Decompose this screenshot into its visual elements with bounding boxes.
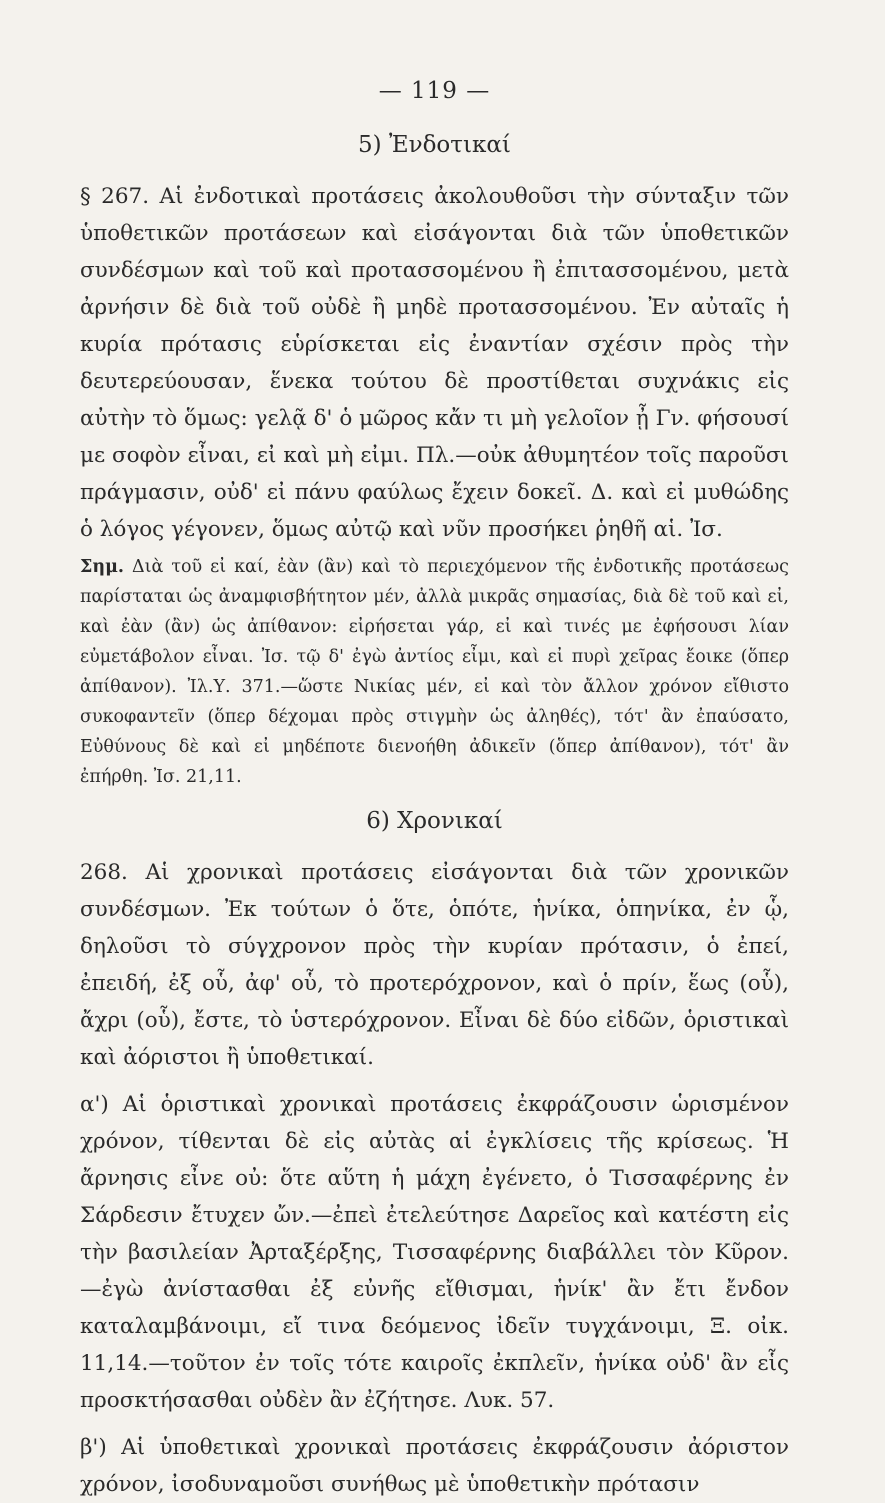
page-number: — 119 — — [378, 78, 491, 104]
note-text: Διὰ τοῦ εἰ καί, ἐὰν (ἂν) καὶ τὸ περιεχόμενον τῆς ἐνδοτικῆς προτάσεως παρίσταται ὡς ἀναμφισβήτητον μέν, ἀλλὰ μικρᾶς σημασίας, διὰ δὲ τοῦ καὶ εἰ, καὶ ἐὰν (ἂν) ὡς ἀπίθανον: εἰρήσεται γάρ, εἰ καὶ τινές με ἐφήσουσι λίαν εὐμετάβολον εἶναι. Ἰσ. τῷ δ' ἐγὼ ἀντίος εἶμι, καὶ εἰ πυρὶ χεῖρας ἔοικε (ὅπερ ἀπίθανον). Ἰλ.Υ. 371.—ὥστε Νικίας μέν, εἰ καὶ τὸν ἄλλον χρόνον εἴθιστο συκοφαντεῖν (ὅπερ δέχομαι πρὸς στιγμὴν ὡς ἀληθές), τότ' ἂν ἐπαύσατο, Εὐθύνους δὲ καὶ εἰ μηδέποτε διενοήθη ἀδικεῖν (ὅπερ ἀπίθανον), τότ' ἂν ἐπήρθη. Ἰσ. 21,11. — [80, 557, 789, 787]
note-label: Σημ. — [80, 557, 124, 577]
paragraph-alpha: α') Αἱ ὁριστικαὶ χρονικαὶ προτάσεις ἐκφράζουσιν ὡρισμένον χρόνον, τίθενται δὲ εἰς αὐτὰς αἱ ἐγκλίσεις τῆς κρίσεως. Ἡ ἄρνησις εἶνε οὐ: ὅτε αὕτη ἡ μάχη ἐγένετο, ὁ Τισσαφέρνης ἐν Σάρδεσιν ἔτυχεν ὤν.—ἐπεὶ ἐτελεύτησε Δαρεῖος καὶ κατέστη εἰς τὴν βασιλείαν Ἀρταξέρξης, Τισσαφέρνης διαβάλλει τὸν Κῦρον.—ἐγὼ ἀνίστασθαι ἐξ εὐνῆς εἴθισμαι, ἡνίκ' ἂν ἔτι ἔνδον καταλαμβάνοιμι, εἴ τινα δεόμενος ἰδεῖν τυγχάνοιμι, Ξ. οἰκ. 11,14.—τοῦτον ἐν τοῖς τότε καιροῖς ἐκπλεῖν, ἡνίκα οὐδ' ἂν εἷς προσκτήσασθαι οὐδὲν ἂν ἐζήτησε. Λυκ. 57. — [80, 1092, 789, 1413]
section-heading-temporal: 6) Χρονικαί — [366, 808, 503, 834]
section-heading-concessive: 5) Ἐνδοτικαί — [358, 132, 511, 158]
paragraph-268: 268. Αἱ χρονικαὶ προτάσεις εἰσάγονται διὰ τῶν χρονικῶν συνδέσμων. Ἐκ τούτων ὁ ὅτε, ὁπότε, ἡνίκα, ὁπηνίκα, ἐν ᾧ, δηλοῦσι τὸ σύγχρονον πρὸς τὴν κυρίαν πρότασιν, ὁ ἐπεί, ἐπειδή, ἐξ οὗ, ἀφ' οὗ, τὸ προτερόχρονον, καὶ ὁ πρίν, ἕως (οὗ), ἄχρι (οὗ), ἔστε, τὸ ὑστερόχρονον. Εἶναι δὲ δύο εἰδῶν, ὁριστικαὶ καὶ ἀόριστοι ἢ ὑποθετικαί. — [80, 860, 789, 1070]
paragraph-267: § 267. Αἱ ἐνδοτικαὶ προτάσεις ἀκολουθοῦσι τὴν σύνταξιν τῶν ὑποθετικῶν προτάσεων καὶ εἰσάγονται διὰ τῶν ὑποθετικῶν συνδέσμων καὶ τοῦ καὶ προτασσομένου ἢ ἐπιτασσομένου, μετὰ ἀρνήσιν δὲ διὰ τοῦ οὐδὲ ἢ μηδὲ προτασσομένου. Ἐν αὐταῖς ἡ κυρία πρότασις εὑρίσκεται εἰς ἐναντίαν σχέσιν πρὸς τὴν δευτερεύουσαν, ἕνεκα τούτου δὲ προστίθεται συχνάκις εἰς αὐτὴν τὸ ὅμως: γελᾷ δ' ὁ μῶρος κἄν τι μὴ γελοῖον ᾖ Γν. φήσουσί με σοφὸν εἶναι, εἰ καὶ μὴ εἰμι. Πλ.—οὐκ ἀθυμητέον τοῖς παροῦσι πράγμασιν, οὐδ' εἰ πάνυ φαύλως ἔχειν δοκεῖ. Δ. καὶ εἰ μυθώδης ὁ λόγος γέγονεν, ὅμως αὐτῷ καὶ νῦν προσήκει ῥηθῆ αἱ. Ἰσ. — [80, 184, 789, 542]
paragraph-beta: β') Αἱ ὑποθετικαὶ χρονικαὶ προτάσεις ἐκφράζουσιν ἀόριστον χρόνον, ἰσοδυναμοῦσι συνήθως μὲ ὑποθετικὴν πρότασιν — [80, 1435, 789, 1497]
note — [80, 552, 789, 792]
